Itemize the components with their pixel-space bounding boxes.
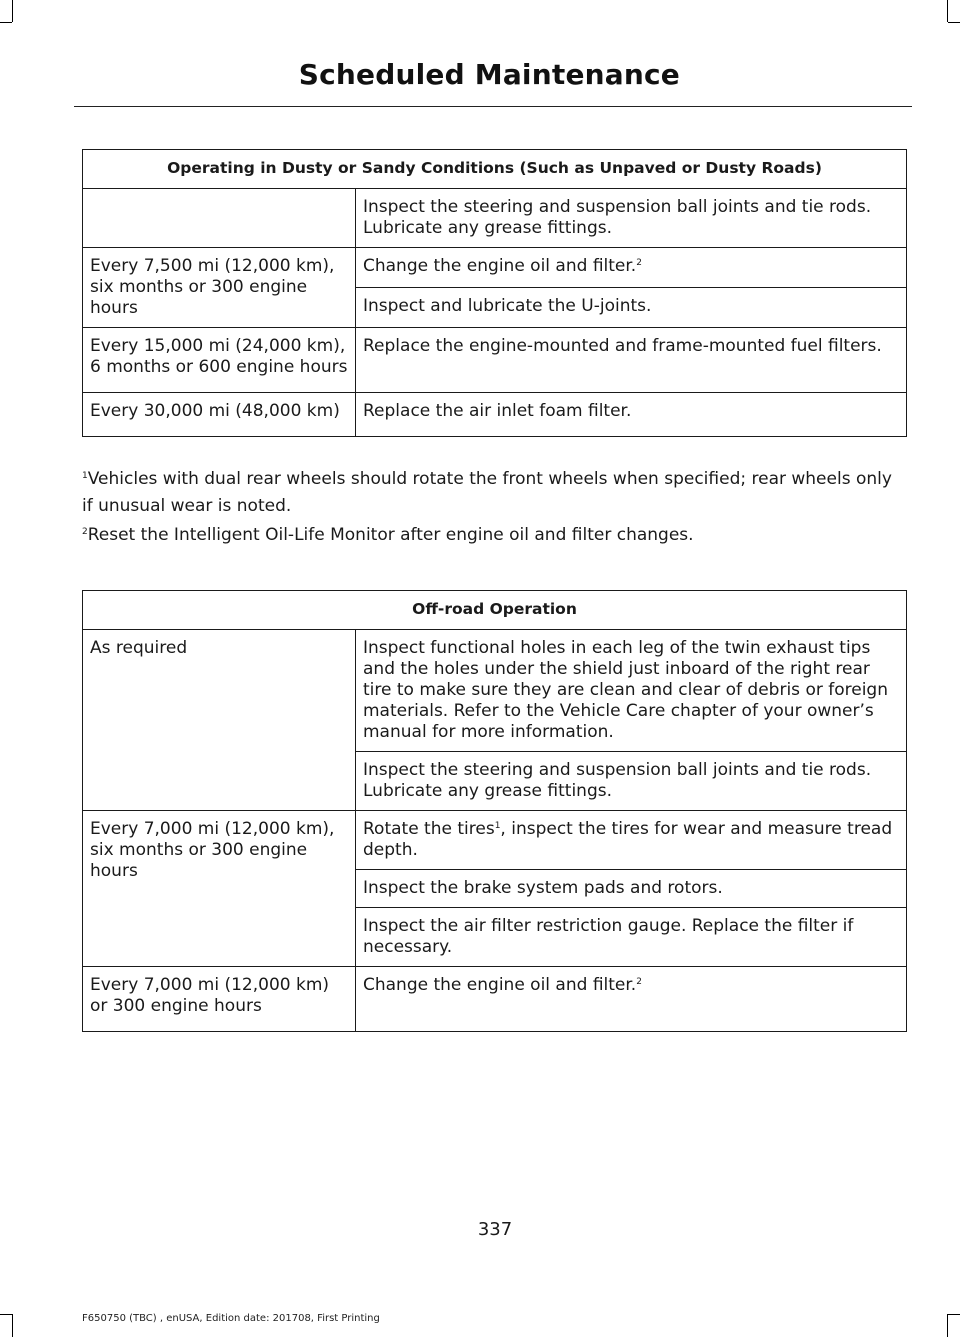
crop-mark: [0, 1314, 12, 1315]
footnote-ref: 2: [636, 258, 642, 268]
action-cell: Replace the air inlet foam filter.: [356, 393, 907, 437]
footnote-text: Vehicles with dual rear wheels should rotate the front wheels when specified; rear wheels only if unusual wear is noted.: [82, 469, 892, 516]
crop-mark: [948, 22, 960, 23]
table-row: [83, 811, 907, 870]
footnote-text: Reset the Intelligent Oil-Life Monitor after engine oil and filter changes.: [87, 525, 694, 545]
action-cell: Inspect functional holes in each leg of the twin exhaust tips and the holes under the shield just inboard of the right rear tire to make sure they are clean and clear of debris or foreign materials. Refer to the Vehicle Care chapter of your owner’s manual for more information.: [356, 630, 907, 752]
dusty-conditions-table: [82, 149, 907, 437]
footnote-marker: 2: [82, 527, 88, 537]
page-number: 337: [477, 1219, 513, 1240]
crop-mark: [948, 1314, 960, 1315]
crop-mark: [947, 1314, 948, 1337]
crop-mark: [0, 22, 12, 23]
print-footer: F650750 (TBC) , enUSA, Edition date: 201708, First Printing: [82, 1313, 380, 1324]
action-text: Change the engine oil and filter.: [363, 256, 637, 276]
interval-cell: Every 7,500 mi (12,000 km), six months or 300 engine hours: [83, 248, 356, 328]
footnote-marker: 1: [82, 471, 88, 481]
crop-mark: [12, 1314, 13, 1337]
action-cell: Replace the engine-mounted and frame-mounted fuel filters.: [356, 328, 907, 393]
crop-mark: [947, 0, 948, 22]
action-cell: Inspect the brake system pads and rotors.: [356, 870, 907, 908]
action-cell: Inspect and lubricate the U-joints.: [356, 288, 907, 328]
footnote-ref: 2: [636, 977, 642, 987]
page-title: Scheduled Maintenance: [298, 58, 680, 91]
action-text: Rotate the tires: [363, 819, 495, 839]
table-row: [83, 248, 907, 288]
action-cell: Inspect the steering and suspension ball joints and tie rods. Lubricate any grease fittings.: [356, 752, 907, 811]
action-text: , inspect the tires for wear and measure tread depth.: [363, 819, 893, 860]
table-row: [83, 328, 907, 393]
interval-cell: Every 7,000 mi (12,000 km), six months or 300 engine hours: [83, 811, 356, 967]
header-divider: [74, 106, 912, 107]
action-cell: Inspect the air filter restriction gauge. Replace the filter if necessary.: [356, 908, 907, 967]
action-cell: [356, 811, 907, 870]
footnote-1: [82, 466, 908, 520]
offroad-operation-table: [82, 590, 907, 1032]
action-cell: [356, 248, 907, 288]
interval-cell: Every 15,000 mi (24,000 km), 6 months or 600 engine hours: [83, 328, 356, 393]
table-row: [83, 393, 907, 437]
table-heading: Off-road Operation: [83, 591, 907, 630]
table-row: [83, 189, 907, 248]
interval-cell: Every 7,000 mi (12,000 km) or 300 engine hours: [83, 967, 356, 1032]
table-header-row: [83, 591, 907, 630]
interval-cell: [83, 189, 356, 248]
crop-mark: [12, 0, 13, 22]
table-row: [83, 967, 907, 1032]
footnote-ref: 1: [494, 821, 501, 831]
action-cell: Inspect the steering and suspension ball joints and tie rods. Lubricate any grease fittings.: [356, 189, 907, 248]
interval-cell: Every 30,000 mi (48,000 km): [83, 393, 356, 437]
action-cell: [356, 967, 907, 1032]
table-row: [83, 630, 907, 752]
action-text: Change the engine oil and filter.: [363, 975, 637, 995]
footnote-2: [82, 522, 908, 549]
interval-cell: As required: [83, 630, 356, 811]
table-heading: Operating in Dusty or Sandy Conditions (Such as Unpaved or Dusty Roads): [83, 150, 907, 189]
table-header-row: [83, 150, 907, 189]
